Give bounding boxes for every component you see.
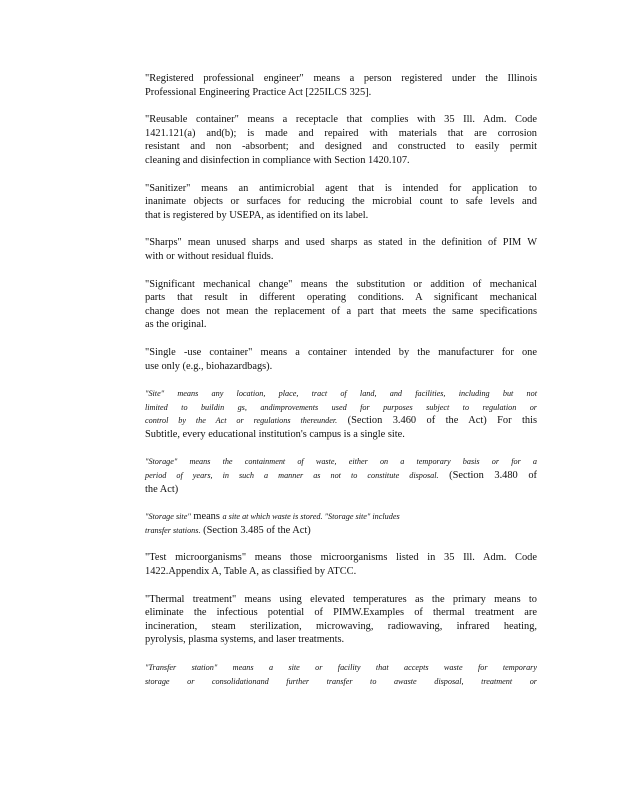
statutory-text: "Storage site" xyxy=(145,512,191,522)
text-line: cleaning and disinfection in compliance with Section 1420.107. xyxy=(145,154,410,166)
definition-single-use-container xyxy=(145,346,537,373)
mixed-text-line xyxy=(145,510,537,524)
text-line: "Sanitizer" means an antimicrobial agent that is intended for application to xyxy=(145,182,537,194)
definition-significant-mechanical-change xyxy=(145,278,537,332)
definition-sanitizer xyxy=(145,182,537,223)
statutory-text-line: storage or consolidationand further transfer to awaste disposal, treatment or xyxy=(145,676,537,686)
text-line: "Test microorganisms" means those microorganisms listed in 35 Ill. Adm. Code xyxy=(145,552,537,564)
text-line: "Single -use container" means a container intended by the manufacturer for one xyxy=(145,346,537,358)
section-citation: (Section 3.460 of the Act) For this xyxy=(347,415,538,427)
text-line: use only (e.g., biohazardbags). xyxy=(145,360,273,372)
text-line: eliminate the infectious potential of PIMW.Examples of thermal treatment are xyxy=(145,607,537,619)
definition-reusable-container xyxy=(145,113,537,167)
definition-sharps xyxy=(145,236,537,263)
definition-storage-site xyxy=(145,510,537,537)
text-line: 1422.Appendix A, Table A, as classified by ATCC. xyxy=(145,566,357,578)
section-citation: (Section 3.480 of xyxy=(449,470,537,482)
text-line: inanimate objects or surfaces for reducing the microbial count to safe levels and xyxy=(145,196,537,208)
statutory-text: period of years, in such a manner as not to constitute disposal. xyxy=(145,471,439,481)
definition-transfer-station xyxy=(145,661,537,688)
text-line: "Registered professional engineer" means a person registered under the Illinois xyxy=(145,73,537,84)
statutory-text: transfer stations. xyxy=(145,525,201,535)
section-citation: (Section 3.485 of the Act) xyxy=(203,524,311,536)
text-line: "Thermal treatment" means using elevated temperatures as the primary means to xyxy=(145,593,537,605)
text-line: Professional Engineering Practice Act [225ILCS 325]. xyxy=(145,86,372,98)
statutory-text-line: "Storage" means the containment of waste, either on a temporary basis or for a xyxy=(145,457,537,467)
statutory-text: control by the Act or regulations thereunder. xyxy=(145,416,338,426)
mixed-text-line xyxy=(145,414,537,428)
mixed-text-line xyxy=(145,469,537,483)
text-line: pyrolysis, plasma systems, and laser treatments. xyxy=(145,634,345,646)
definition-thermal-treatment xyxy=(145,593,537,647)
text-line: "Sharps" mean unused sharps and used sharps as stated in the definition of PIM W xyxy=(145,237,537,249)
mixed-text-line xyxy=(145,524,537,538)
text-line: incineration, steam sterilization, microwaving, radiowaving, infrared heating, xyxy=(145,620,537,632)
statutory-text: a site at which waste is stored. "Storage site" includes xyxy=(222,512,400,522)
text-line: parts that result in different operating conditions. A significant mechanical xyxy=(145,292,537,304)
text-line: the Act) xyxy=(145,483,179,495)
statutory-text-line: limited to buildin gs, andimprovements used for purposes subject to regulation or xyxy=(145,402,537,412)
text-line: 1421.121(a) and(b); is made and repaired with materials that are corrosion xyxy=(145,127,537,139)
text-line: Subtitle, every educational institution's campus is a single site. xyxy=(145,428,405,440)
text-line: with or without residual fluids. xyxy=(145,250,274,262)
text-line: as the original. xyxy=(145,319,207,331)
definition-site xyxy=(145,387,537,441)
text-line: "Significant mechanical change" means the substitution or addition of mechanical xyxy=(145,278,537,290)
definition-test-microorganisms xyxy=(145,551,537,578)
definition-storage xyxy=(145,455,537,496)
statutory-text-line: "Transfer station" means a site or facility that accepts waste for temporary xyxy=(145,663,537,672)
text-line: change does not mean the replacement of a part that meets the same specifications xyxy=(145,305,537,317)
text-line: "Reusable container" means a receptacle that complies with 35 Ill. Adm. Code xyxy=(145,114,537,126)
text-line: that is registered by USEPA, as identified on its label. xyxy=(145,209,369,221)
statutory-text-line: "Site" means any location, place, tract of land, and facilities, including but not xyxy=(145,389,537,399)
means-text: means xyxy=(193,511,220,523)
text-line: resistant and non -absorbent; and designed and constructed to easily permit xyxy=(145,141,537,153)
definitions-list xyxy=(145,72,537,702)
definition-registered-professional-engineer xyxy=(145,72,537,99)
